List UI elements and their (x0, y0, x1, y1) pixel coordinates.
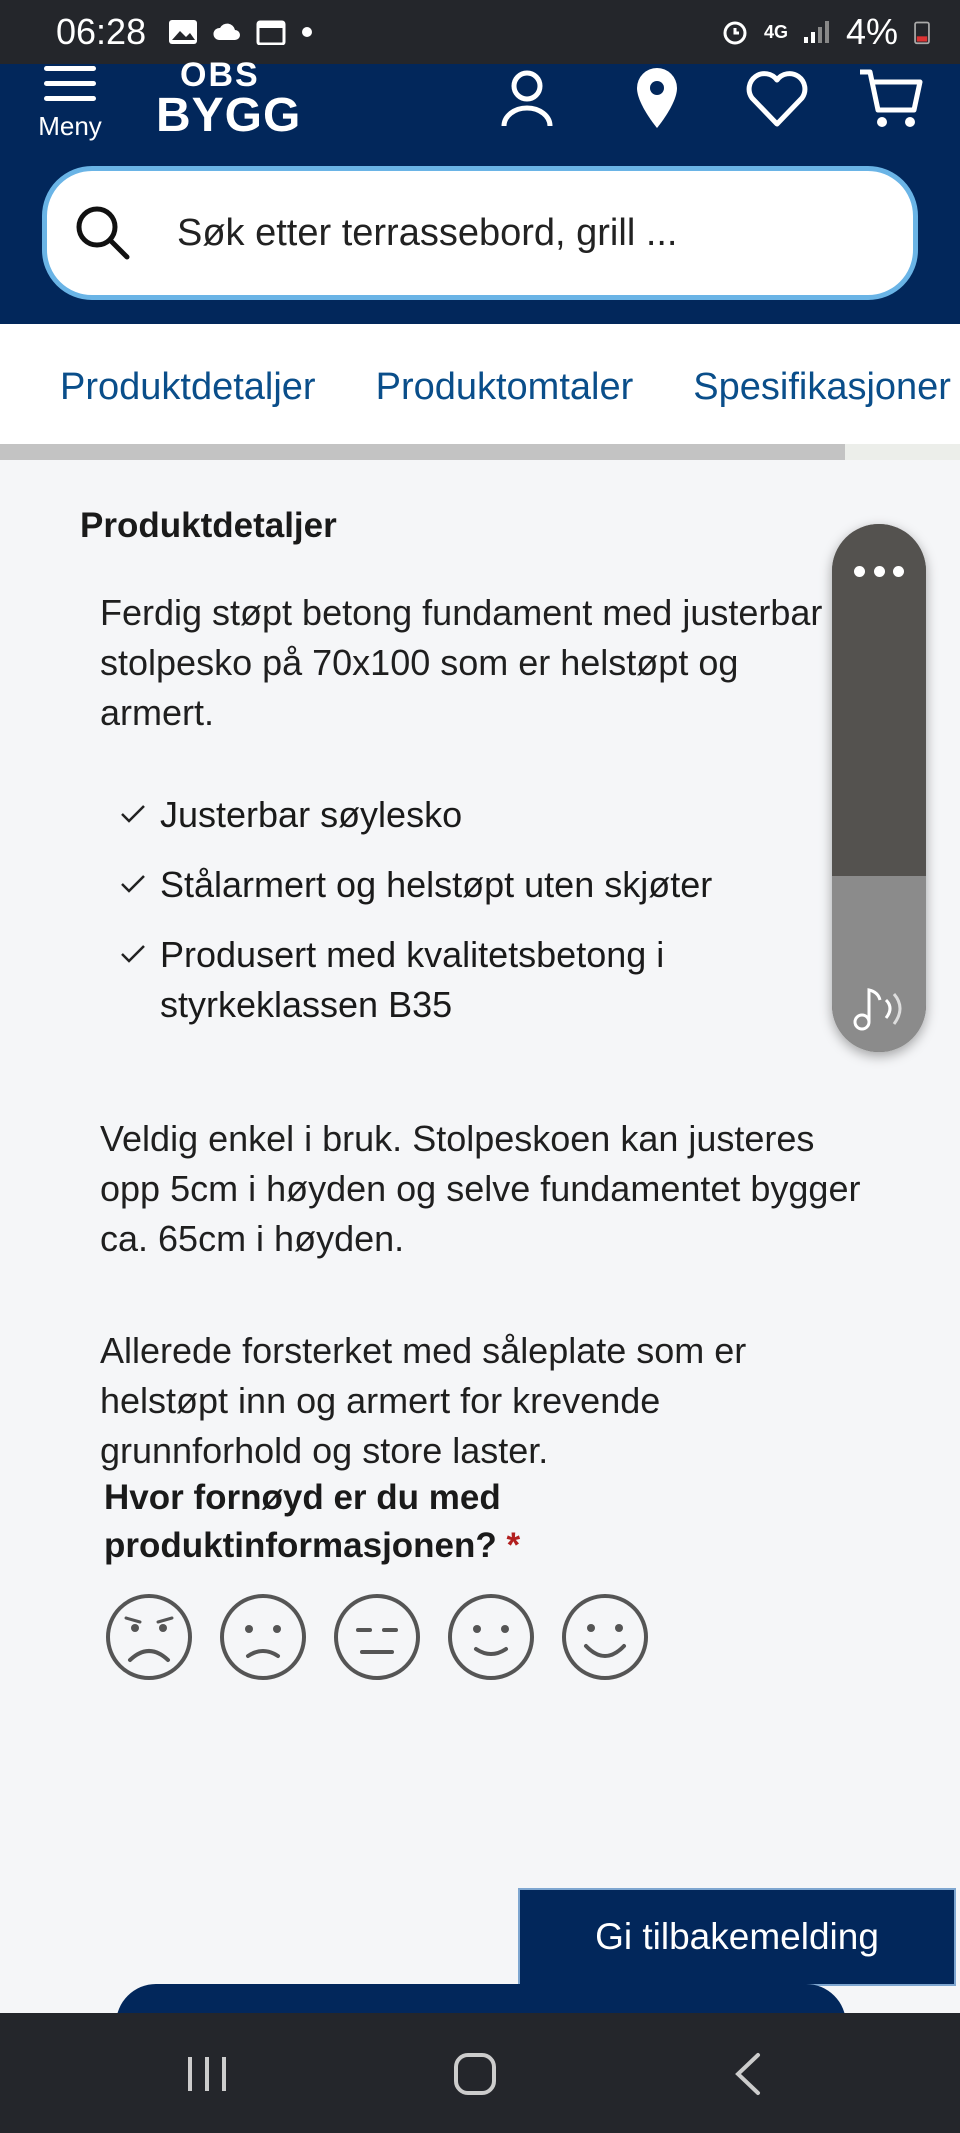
site-header (0, 56, 960, 324)
usage-paragraph: Veldig enkel i bruk. Stolpeskoen kan justeres opp 5cm i høyden og selve fundamentet bygger ca. 65cm i høyden. (100, 1118, 861, 1259)
battery-level: 4% (845, 11, 898, 52)
status-time: 06:28 (56, 11, 147, 52)
obs-bygg-logo[interactable]: OBS BYGG (156, 56, 302, 142)
intro-paragraph: Ferdig støpt betong fundament med justerbar stolpesko på 70x100 som er helstøpt og armert. (100, 592, 823, 733)
required-mark: * (506, 1526, 521, 1565)
hamburger-icon (44, 66, 96, 101)
section-title: Produktdetaljer (80, 506, 337, 545)
cloud-icon (212, 19, 242, 45)
tab-spesifikasjoner[interactable]: Spesifikasjoner (693, 366, 951, 408)
heart-icon[interactable] (742, 64, 812, 134)
rating-options (104, 1592, 650, 1682)
very-dissatisfied-face-icon[interactable] (104, 1592, 194, 1682)
battery-icon (912, 19, 932, 45)
check-icon (120, 804, 146, 824)
neutral-face-icon[interactable] (332, 1592, 422, 1682)
location-pin-icon[interactable] (622, 64, 692, 134)
menu-button[interactable] (30, 64, 110, 148)
search-icon (73, 203, 133, 263)
network-type: 4G (763, 21, 788, 42)
satisfied-face-icon[interactable] (446, 1592, 536, 1682)
check-icon (120, 944, 146, 964)
feedback-button[interactable]: Gi tilbakemelding (518, 1888, 956, 1986)
android-nav-bar (0, 2013, 960, 2133)
tab-produktomtaler[interactable]: Produktomtaler (375, 366, 634, 408)
feature-list (120, 790, 840, 1050)
tabs-scrollbar[interactable] (0, 444, 960, 460)
reinforcement-paragraph: Allerede forsterket med såleplate som er helstøpt inn og armert for krevende grunnforhold og store laster. (100, 1330, 747, 1471)
dissatisfied-face-icon[interactable] (218, 1592, 308, 1682)
read-aloud-icon[interactable] (850, 984, 908, 1032)
gallery-icon (168, 19, 198, 45)
notification-dot-icon (300, 19, 314, 45)
product-tabs (0, 324, 960, 460)
cart-icon[interactable] (856, 64, 926, 134)
search-placeholder: Søk etter terrassebord, grill ... (177, 211, 678, 254)
alarm-icon (720, 19, 750, 45)
recent-apps-icon[interactable] (182, 2051, 232, 2097)
tabs-scrollbar-thumb[interactable] (0, 444, 845, 460)
very-satisfied-face-icon[interactable] (560, 1592, 650, 1682)
list-item: Justerbar søylesko (120, 790, 840, 840)
calendar-icon (256, 19, 286, 45)
home-icon[interactable] (450, 2051, 500, 2097)
search-input[interactable] (42, 166, 918, 300)
signal-icon (802, 19, 832, 45)
status-bar (0, 0, 960, 64)
user-icon[interactable] (492, 64, 562, 134)
back-icon[interactable] (724, 2051, 774, 2097)
check-icon (120, 874, 146, 894)
more-options-icon[interactable] (854, 566, 904, 577)
rating-question: Hvor fornøyd er du med produktinformasjonen? * (104, 1478, 521, 1565)
tab-produktdetaljer[interactable]: Produktdetaljer (60, 366, 316, 408)
menu-label: Meny (38, 111, 102, 141)
list-item: Produsert med kvalitetsbetong i styrkeklassen B35 (120, 930, 840, 1030)
list-item: Stålarmert og helstøpt uten skjøter (120, 860, 840, 910)
read-aloud-widget[interactable] (832, 524, 926, 1052)
